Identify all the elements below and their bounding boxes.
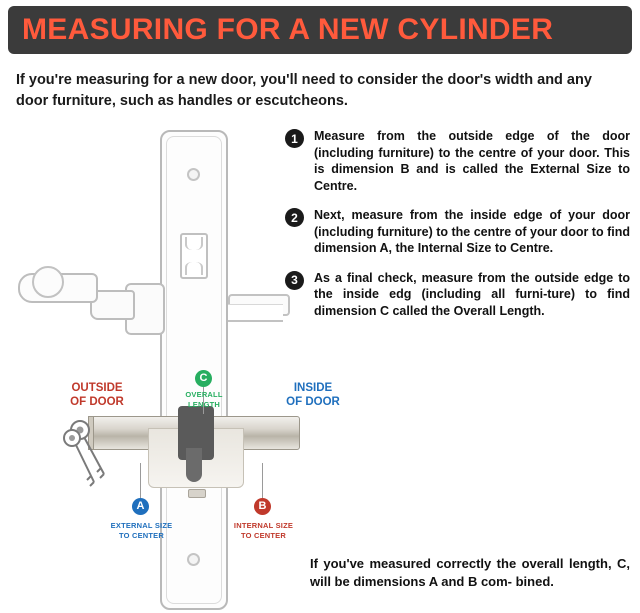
leader-line-b (262, 463, 263, 498)
cylinder-cam-tail (186, 448, 202, 482)
marker-a-caption-line1: EXTERNAL SIZE (110, 521, 173, 530)
list-item (285, 128, 630, 194)
cylinder-diagram (0, 118, 340, 613)
inside-label-line1: INSIDE (293, 382, 333, 394)
marker-b-caption-line1: INTERNAL SIZE (233, 521, 294, 530)
spindle-hole (180, 233, 208, 279)
outside-label-line1: OUTSIDE (71, 382, 123, 394)
spindle-right-shadow (228, 304, 283, 322)
step-number-badge: 2 (285, 208, 304, 227)
marker-a-caption (94, 521, 189, 541)
step-text: As a final check, measure from the outside edge to the inside edg (including all furni-ture) to find dimension C called the Overall Length. (314, 270, 630, 318)
header-bar (8, 6, 632, 54)
inside-of-door-label (258, 381, 368, 410)
marker-c: C (195, 370, 212, 387)
steps-list (285, 128, 630, 332)
outside-of-door-label (42, 381, 152, 410)
screw-icon (187, 168, 200, 181)
leader-line-a (140, 463, 141, 498)
screw-icon (187, 553, 200, 566)
page-title: MEASURING FOR A NEW CYLINDER (22, 13, 554, 46)
closing-note: If you've measured correctly the overall length, C, will be dimensions A and B com- bined. (310, 556, 630, 589)
outside-label-line2: OF DOOR (70, 396, 124, 409)
step-number-badge: 1 (285, 129, 304, 148)
marker-c-caption-line1: OVERALL (185, 390, 223, 399)
marker-b-caption (216, 521, 311, 541)
marker-a-caption-line2: TO CENTER (119, 530, 164, 540)
step-number-badge: 3 (285, 271, 304, 290)
marker-c-caption-line2: LENGTH (187, 399, 221, 409)
marker-c-caption (170, 390, 238, 410)
marker-b: B (254, 498, 271, 515)
intro-paragraph: If you're measuring for a new door, you'll need to consider the door's width and any door furniture, such as handles or escutcheons. (16, 72, 592, 110)
inside-label-line2: OF DOOR (286, 396, 340, 409)
handle-end-cap (32, 266, 64, 298)
list-item (285, 207, 630, 257)
keys-icon (60, 416, 120, 506)
step-text: Next, measure from the inside edge of your door (including furniture) to the centre of your door to find dimension A, the Internal Size to Centre. (314, 208, 630, 255)
keyway-icon (188, 489, 206, 498)
marker-b-caption-line2: TO CENTER (241, 530, 286, 540)
marker-a: A (132, 498, 149, 515)
list-item (285, 270, 630, 320)
step-text: Measure from the outside edge of the door (including furniture) to the centre of your door. This is dimension B and is called the External Size to Centre. (314, 129, 630, 193)
